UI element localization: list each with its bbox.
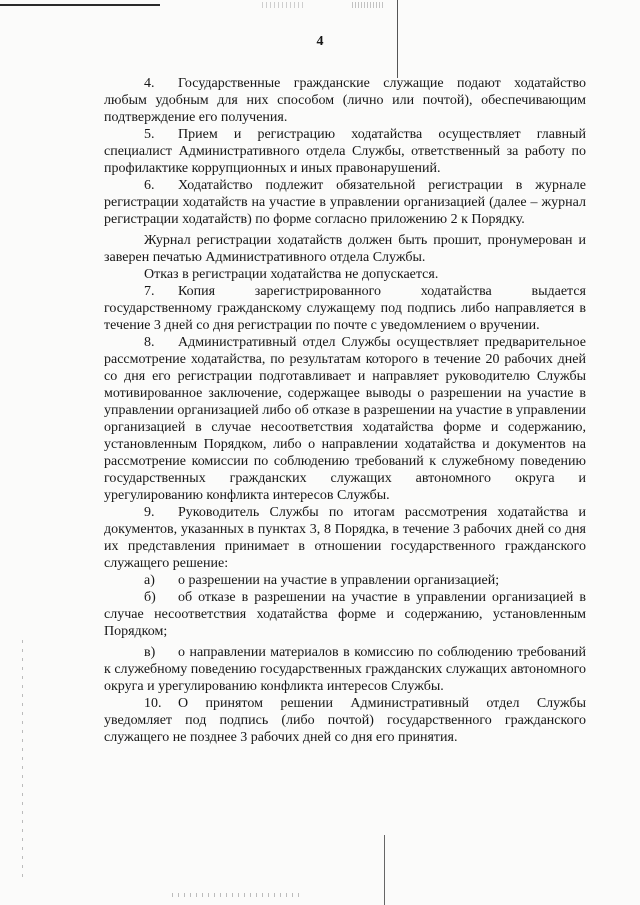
paragraph-number: 4. [144, 76, 155, 91]
scan-artifact-bottom [172, 893, 302, 897]
paragraph-number: 10. [144, 696, 162, 711]
scan-artifact-vertical-line [384, 835, 385, 905]
scan-artifact-smudge [262, 2, 306, 8]
document-body [104, 75, 586, 746]
paragraph-text: Ходатайство подлежит обязательной регистрации в журнале регистрации ходатайств на участие в управлении организацией (далее – журнал регистрации ходатайств) по форме согласно приложению 2 к Порядку. [104, 178, 586, 227]
paragraph-9 [104, 504, 586, 572]
paragraph-6-journal: Журнал регистрации ходатайств должен быть прошит, пронумерован и заверен печатью Административного отдела Службы. [104, 233, 586, 265]
paragraph-number: 7. [144, 284, 155, 299]
paragraph-text: Административный отдел Службы осуществляет предварительное рассмотрение ходатайства, по результатам которого в течение 20 рабочих дней со дня его регистрации подготавливает и направляет руководителю Службы мотивированное заключение, содержащее выводы о разрешении на участие в управлении организацией либо об отказе в разрешении на участие в управлении организацией в случае несоответствия ходатайства форме и содержанию, установленным Порядком, либо о направлении ходатайства и документов на рассмотрение комиссии по соблюдению требований к служебному поведению государственных гражданских служащих автономного округа и урегулированию конфликта интересов Службы. [104, 335, 586, 503]
scan-artifact-top-line [0, 4, 160, 6]
paragraph-6-refusal: Отказ в регистрации ходатайства не допускается. [144, 267, 439, 282]
subitem-text: о направлении материалов в комиссию по соблюдению требований к служебному поведению государственных гражданских служащих автономного округа и урегулированию конфликта интересов Службы. [104, 645, 586, 694]
subitem-marker: б) [144, 590, 156, 605]
paragraph-text: О принятом решении Административный отдел Службы уведомляет под подпись (либо почтой) государственного гражданского служащего не позднее 3 рабочих дней со дня его принятия. [104, 696, 586, 745]
paragraph-5 [104, 126, 586, 177]
subitem-text: о разрешении на участие в управлении организацией; [178, 573, 500, 588]
paragraph-7 [104, 283, 586, 334]
subitem-marker: в) [144, 645, 156, 660]
paragraph-text: Государственные гражданские служащие подают ходатайство любым удобным для них способом (лично или почтой), обеспечивающим подтверждение его получения. [104, 76, 586, 125]
subitem-text: об отказе в разрешении на участие в управлении организацией в случае несоответствия ходатайства форме и содержанию, установленным Порядком; [104, 590, 586, 639]
paragraph-6 [104, 177, 586, 228]
paragraph-number: 6. [144, 178, 155, 193]
subitem-b [104, 589, 586, 640]
scan-artifact-smudge [352, 2, 384, 8]
paragraph-4 [104, 75, 586, 126]
paragraph-text: Копия зарегистрированного ходатайства выдается государственному гражданскому служащему под подпись либо направляется в течение 3 дней со дня регистрации по почте с уведомлением о вручении. [104, 284, 586, 333]
paragraph-8 [104, 334, 586, 504]
subitem-a [104, 572, 586, 589]
paragraph-text: Руководитель Службы по итогам рассмотрения ходатайства и документов, указанных в пунктах 3, 8 Порядка, в течение 3 рабочих дней со дня их представления принимает в отношении государственного гражданского служащего решение: [104, 505, 586, 571]
paragraph-number: 9. [144, 505, 155, 520]
paragraph-number: 8. [144, 335, 155, 350]
paragraph-number: 5. [144, 127, 155, 142]
paragraph-10 [104, 695, 586, 746]
scan-artifact-left-edge [22, 640, 23, 880]
paragraph-text: Прием и регистрацию ходатайства осуществляет главный специалист Административного отдела Службы, ответственный за работу по профилактике коррупционных и иных правонарушений. [104, 127, 586, 176]
page-number: 4 [316, 34, 324, 49]
subitem-v [104, 644, 586, 695]
subitem-marker: а) [144, 573, 155, 588]
